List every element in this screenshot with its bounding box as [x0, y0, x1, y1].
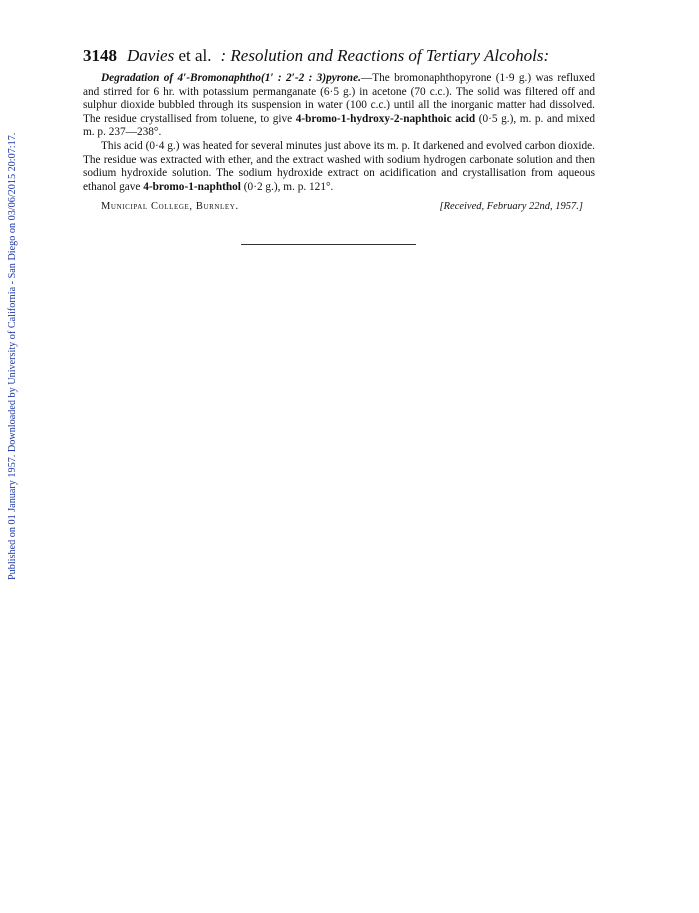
- compound-name: 4-bromo-1-hydroxy-2-naphthoic acid: [295, 112, 476, 125]
- paragraph-text: (0·2 g.), m. p. 121°.: [240, 180, 334, 193]
- institution: Municipal College, Burnley.: [101, 201, 239, 213]
- received-date: [Received, February 22nd, 1957.]: [439, 201, 583, 213]
- article-page: [83, 44, 595, 214]
- running-head-author: Davies: [127, 46, 175, 65]
- paragraph-heading: Degradation of 4′-Bromonaphtho(1′ : 2′-2 : 3)pyrone.: [101, 72, 361, 84]
- running-head-title: : Resolution and Reactions of Tertiary Alcohols:: [220, 46, 550, 65]
- download-notice: Published on 01 January 1957. Downloaded by University of California - San Diego on 03/06/2015 20:07:17.: [7, 132, 18, 580]
- compound-name: 4-bromo-1-naphthol: [143, 180, 241, 193]
- page-number: 3148: [83, 46, 117, 65]
- running-head: [83, 44, 595, 68]
- paragraph-text: This acid (0·4 g.) was heated for several minutes just above its m. p. It darkened and evolved carbon dioxide. The residue was extracted with ether, and the extract washed with sodium hydrogen carbonate solution and then sodium hydroxide solution. The sodium hydroxide extract on acidification and crystallisation from aqueous ethanol gave: [83, 139, 595, 193]
- paragraph-degradation: [83, 72, 595, 140]
- paragraph-text: —The bromonaphthopyrone (1·9 g.) was refluxed and stirred for 6 hr. with potassium permanganate (6·5 g.) in acetone (70 c.c.). The solid was filtered off and sulphur dioxide bubbled through its suspension in water (100 c.c.) until all the inorganic matter had dissolved. The residue crystallised from toluene, to give: [83, 72, 595, 125]
- end-rule: [241, 244, 416, 245]
- running-head-etal: et al.: [174, 46, 212, 65]
- paragraph-text: (0·5 g.), m. p. and mixed m. p. 237—238°.: [83, 112, 595, 139]
- signoff: [83, 200, 595, 214]
- running-head-authors: [127, 46, 212, 65]
- paragraph-decarboxylation: [83, 140, 595, 194]
